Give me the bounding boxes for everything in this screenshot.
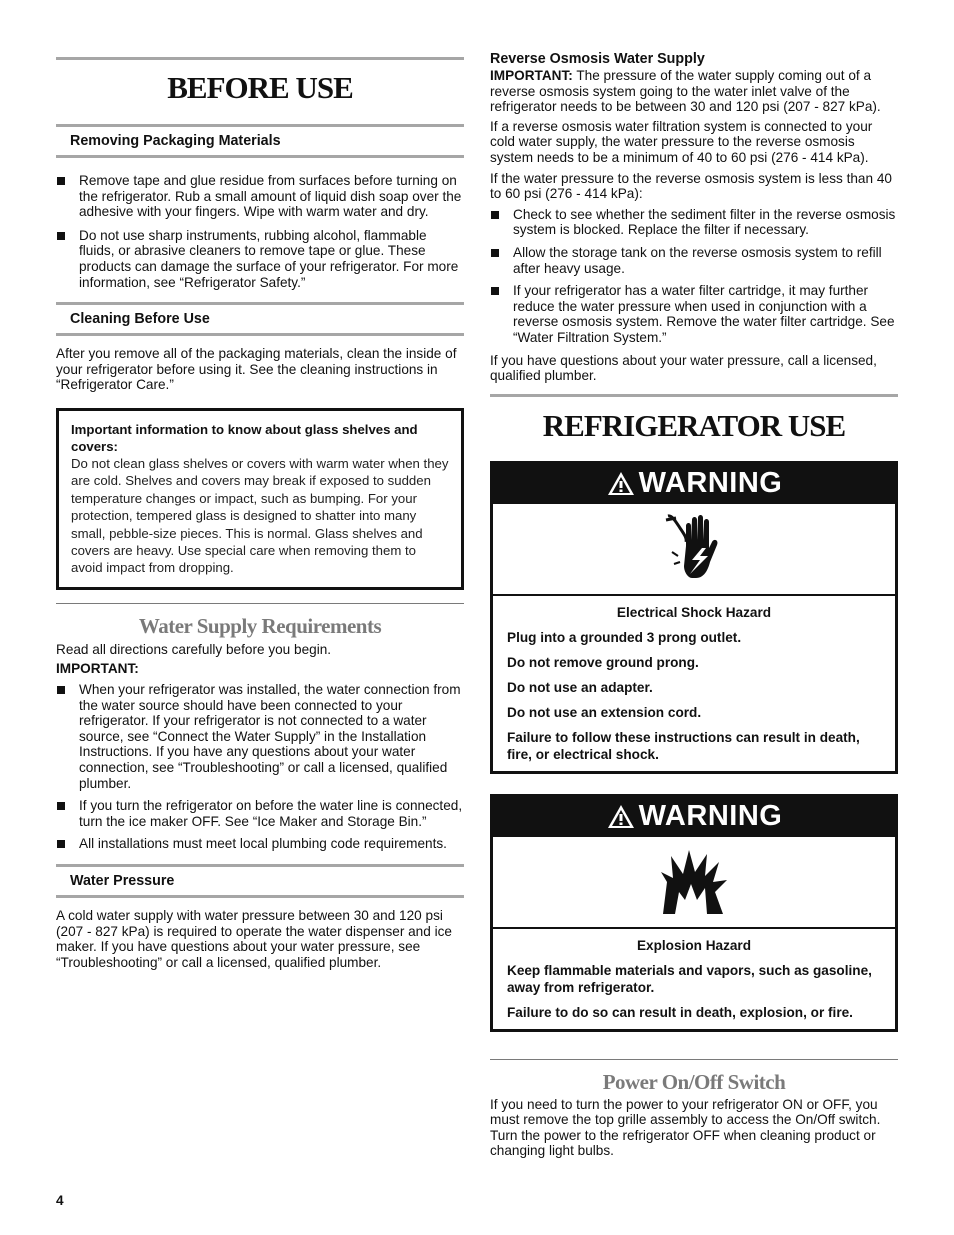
warning-triangle-icon [606, 803, 636, 830]
explosion-warning-box [490, 794, 898, 1032]
section-rule [56, 603, 464, 604]
hazard-title: Electrical Shock Hazard [616, 604, 772, 620]
section-rule [56, 333, 464, 336]
warning-label: WARNING [638, 800, 783, 833]
ro-important-paragraph [490, 68, 898, 115]
important-label: IMPORTANT: [56, 661, 139, 677]
section-rule [56, 895, 464, 898]
ro-list [490, 207, 898, 346]
warning-line: Failure to do so can result in death, explosion, or fire. [507, 1004, 853, 1020]
water-supply-list [56, 682, 464, 852]
list-item: If you turn the refrigerator on before the water line is connected, turn the ice maker OFF. See “Ice Maker and Storage Bin.” [56, 798, 464, 829]
list-item: Remove tape and glue residue from surfaces before turning on the refrigerator. Rub a small amount of liquid dish soap over the adhesive with your fingers. Wipe with warm water and dry. [56, 173, 464, 220]
warning-line: Keep flammable materials and vapors, such as gasoline, away from refrigerator. [507, 962, 872, 995]
list-item: Do not use sharp instruments, rubbing alcohol, flammable fluids, or abrasive cleaners to remove tape or glue. These products can damage the surface of your refrigerator. For more information, see “Refrigerator Safety.” [56, 228, 464, 290]
reverse-osmosis-heading: Reverse Osmosis Water Supply [490, 51, 705, 67]
warning-line: Do not use an extension cord. [507, 704, 702, 720]
cleaning-text: After you remove all of the packaging materials, clean the inside of your refrigerator before using it. See the cleaning instructions in “Refrigerator Care.” [56, 346, 457, 393]
warning-line: Plug into a grounded 3 prong outlet. [507, 629, 742, 645]
power-switch-text: If you need to turn the power to your refrigerator ON or OFF, you must remove the top grille assembly to access the On/Off switch. Turn the power to the refrigerator OFF when cleaning product or changing light bulbs. [490, 1096, 881, 1159]
warning-triangle-icon [606, 470, 636, 497]
water-supply-intro: Read all directions carefully before you begin. [56, 641, 332, 657]
warning-header [493, 464, 895, 504]
power-switch-title: Power On/Off Switch [602, 1069, 786, 1094]
water-pressure-heading: Water Pressure [70, 872, 175, 889]
electrical-shock-icon [493, 504, 895, 596]
water-pressure-text: A cold water supply with water pressure between 30 and 120 psi (207 - 827 kPa) is required to operate the water dispenser and ice maker. If you have questions about your water pressure, see “Troubleshooting” or call a licensed, qualified plumber. [56, 907, 452, 970]
warning-label: WARNING [638, 467, 783, 500]
right-column [490, 50, 898, 1159]
warning-line: Do not use an adapter. [507, 679, 653, 695]
list-item: All installations must meet local plumbing code requirements. [56, 836, 464, 852]
glass-shelves-infobox [56, 408, 464, 590]
ro-paragraph: If a reverse osmosis water filtration system is connected to your cold water supply, the water pressure to the reverse osmosis system needs to be a minimum of 40 to 60 psi (276 - 414 kPa). [490, 118, 873, 165]
list-item: If your refrigerator has a water filter cartridge, it may further reduce the water pressure when used in conjunction with a reverse osmosis system. Remove the water filter cartridge. See “Water Filtration System.” [490, 283, 898, 345]
warning-line: Do not remove ground prong. [507, 654, 699, 670]
left-column [56, 50, 464, 970]
explosion-icon [493, 837, 895, 929]
ro-closing: If you have questions about your water pressure, call a licensed, qualified plumber. [490, 352, 877, 384]
warning-header [493, 797, 895, 837]
ro-paragraph: If the water pressure to the reverse osmosis system is less than 40 to 60 psi (276 - 414 kPa): [490, 170, 892, 202]
ro-important-text: The pressure of the water supply coming out of a reverse osmosis system going to the water inlet valve of the refrigerator needs to be between 30 and 120 psi (207 - 827 kPa). [490, 68, 881, 115]
warning-line: Failure to follow these instructions can result in death, fire, or electrical shock. [507, 729, 860, 762]
cleaning-before-use-heading: Cleaning Before Use [70, 311, 210, 328]
list-item: Allow the storage tank on the reverse osmosis system to refill after heavy usage. [490, 245, 898, 276]
section-rule [56, 155, 464, 158]
warning-body [493, 929, 895, 1029]
section-rule [490, 1059, 898, 1060]
list-item: Check to see whether the sediment filter in the reverse osmosis system is blocked. Replace the filter if necessary. [490, 207, 898, 238]
removing-packaging-list [56, 173, 464, 290]
removing-packaging-heading: Removing Packaging Materials [70, 133, 281, 149]
warning-body [493, 596, 895, 771]
refrigerator-use-title: REFRIGERATOR USE [542, 407, 846, 443]
before-use-title: BEFORE USE [167, 70, 353, 105]
glass-box-title: Important information to know about glass shelves and covers: [71, 421, 418, 454]
list-item: When your refrigerator was installed, the water connection from the water source should have been connected to your refrigerator. If your refrigerator is not connected to a water source, see “Connect the Water Supply” in the Installation Instructions. If you have any questions about your water connection, see “Troubleshooting” or call a licensed, qualified plumber. [56, 682, 464, 791]
water-supply-title: Water Supply Requirements [138, 613, 382, 638]
page-number: 4 [56, 1193, 64, 1208]
top-rule [490, 394, 898, 397]
top-rule [56, 57, 464, 60]
glass-box-text: Do not clean glass shelves or covers with warm water when they are cold. Shelves and covers may break if exposed to sudden temperature changes or impact, such as bumping. For your protection, tempered glass is designed to shatter into many small, pebble-size pieces. This is normal. Glass shelves and covers are heavy. Use special care when removing them to avoid impact from dropping. [71, 455, 449, 576]
ro-important-label: IMPORTANT: [490, 68, 573, 83]
electrical-warning-box [490, 461, 898, 774]
hazard-title: Explosion Hazard [636, 937, 752, 953]
